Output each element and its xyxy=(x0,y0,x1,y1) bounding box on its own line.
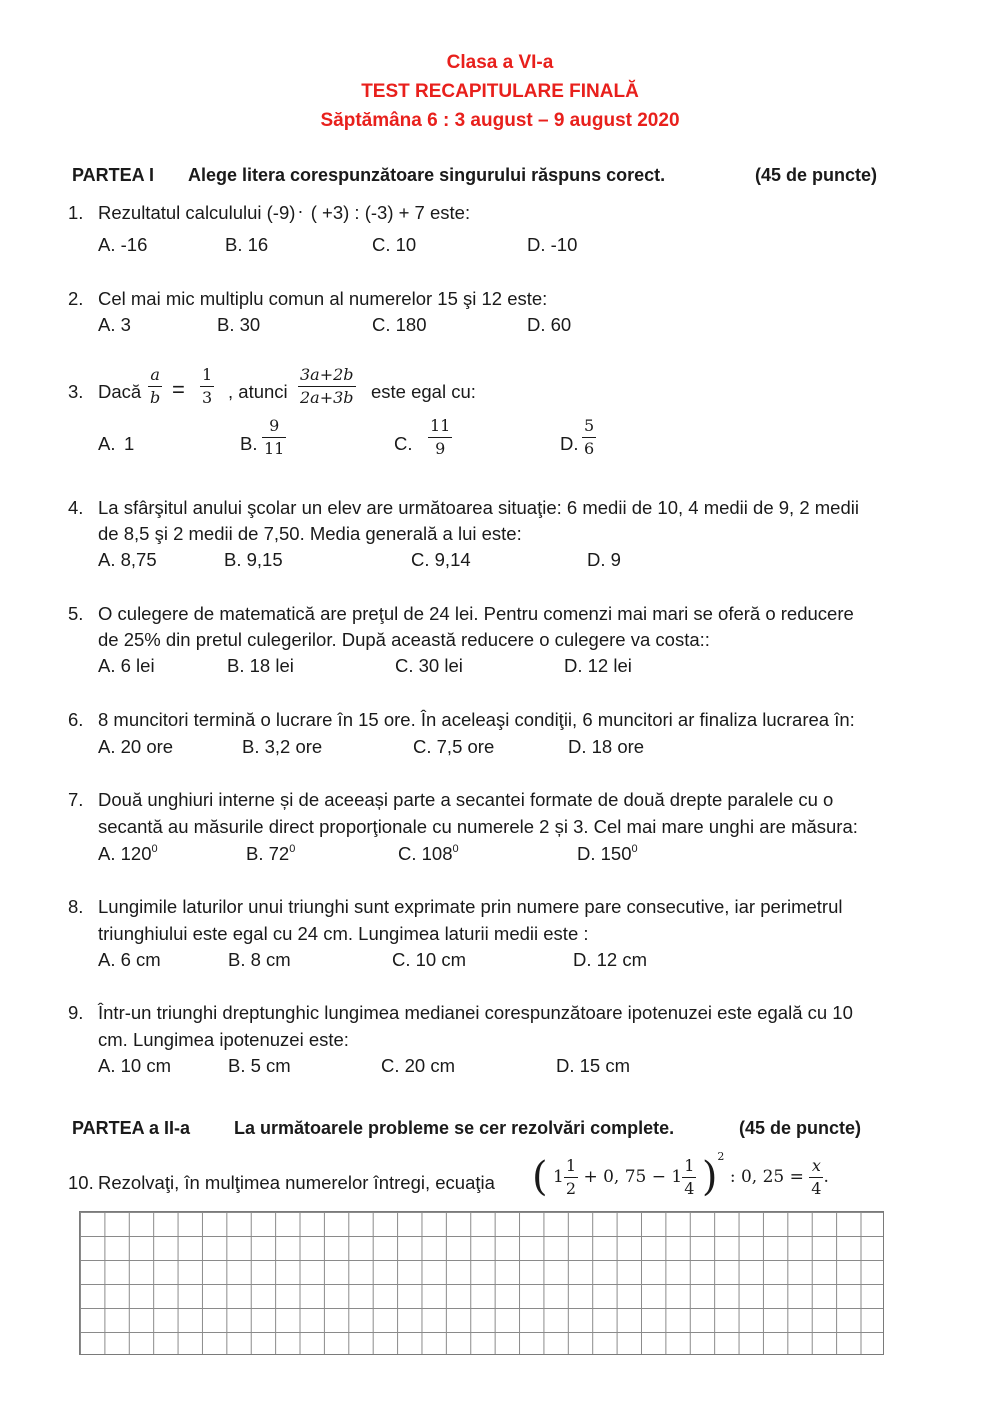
fraction-quarter xyxy=(682,1155,696,1198)
degree-superscript: 0 xyxy=(151,843,158,855)
equation-after: : 0, 25 = xyxy=(729,1167,804,1187)
option: D. 9 xyxy=(587,549,621,570)
fraction-a-over-b xyxy=(148,367,162,406)
option-letter: C. xyxy=(394,433,413,454)
option-letter: B. xyxy=(240,433,258,454)
question-8-line1: Lungimile laturilor unui triunghi sunt exprimate prin numere pare consecutive, iar perimetrul xyxy=(98,896,843,917)
option: C. 10 cm xyxy=(392,949,467,970)
question-number: 3. xyxy=(68,381,84,402)
option-text: C. 108 xyxy=(398,843,453,864)
option: B. 3,2 ore xyxy=(242,736,323,757)
option: B. 9,15 xyxy=(224,549,283,570)
question-3-prefix: Dacă xyxy=(98,381,142,402)
option xyxy=(398,843,459,865)
fraction-denominator: b xyxy=(150,388,161,407)
week-subtitle: Săptămâna 6 : 3 august – 9 august 2020 xyxy=(320,110,680,131)
fraction-numerator: 1 xyxy=(200,367,214,387)
option: D. 18 ore xyxy=(568,736,645,757)
close-paren: ) xyxy=(701,1154,718,1200)
option: A. 6 lei xyxy=(98,655,155,676)
fraction-denominator: 6 xyxy=(584,439,595,458)
option-text: B. 72 xyxy=(246,843,290,864)
option: C. 20 cm xyxy=(381,1055,456,1076)
question-number: 6. xyxy=(68,709,84,730)
option: D. -10 xyxy=(527,234,578,255)
degree-superscript: 0 xyxy=(452,843,459,855)
option xyxy=(246,843,295,865)
fraction-numerator: 1 xyxy=(682,1158,696,1178)
question-1-text-b: ( +3) : (-3) + 7 este: xyxy=(305,202,471,223)
option-fraction xyxy=(428,418,452,457)
option: B. 18 lei xyxy=(227,655,294,676)
option: C. 7,5 ore xyxy=(413,736,495,757)
question-8-line2: triunghiului este egal cu 24 cm. Lungimea laturii medii este : xyxy=(98,923,589,944)
option xyxy=(577,843,638,865)
fraction-numerator: 5 xyxy=(582,418,596,438)
fraction-denominator: 4 xyxy=(684,1178,695,1198)
option: A. 8,75 xyxy=(98,549,157,570)
option-letter: A. xyxy=(98,433,116,454)
option: D. 15 cm xyxy=(556,1055,631,1076)
option: C. 9,14 xyxy=(411,549,471,570)
question-9-line2: cm. Lungimea ipotenuzei este: xyxy=(98,1029,349,1050)
option-value: 1 xyxy=(124,433,135,454)
degree-superscript: 0 xyxy=(631,843,638,855)
equation xyxy=(532,1150,829,1200)
period: . xyxy=(823,1167,829,1187)
question-number: 2. xyxy=(68,288,84,309)
part2-instruction: La următoarele probleme se cer rezolvări complete. xyxy=(234,1118,675,1138)
exponent: 2 xyxy=(717,1150,725,1163)
option: D. 12 lei xyxy=(564,655,632,676)
answer-grid[interactable] xyxy=(79,1211,884,1355)
option: B. 16 xyxy=(225,234,269,255)
question-number: 5. xyxy=(68,603,84,624)
question-number: 9. xyxy=(68,1002,84,1023)
fraction-denominator: 2 xyxy=(565,1178,577,1198)
option-fraction xyxy=(582,418,596,457)
option: D. 12 cm xyxy=(573,949,648,970)
degree-superscript: 0 xyxy=(289,843,296,855)
option: C. 30 lei xyxy=(395,655,463,676)
question-6-text: 8 muncitori termină o lucrare în 15 ore. În aceleaşi condiţii, 6 muncitori ar finaliza lucrarea în: xyxy=(98,709,855,730)
option: A. 10 cm xyxy=(98,1055,171,1076)
fraction-numerator: a xyxy=(148,367,162,387)
question-number: 10. xyxy=(68,1172,94,1193)
option: D. 60 xyxy=(527,314,572,335)
question-1-text xyxy=(98,202,470,224)
option: A. 20 ore xyxy=(98,736,174,757)
fraction-denominator: 9 xyxy=(435,439,446,458)
option: B. 8 cm xyxy=(228,949,291,970)
question-7-line1: Două unghiuri interne și de aceeași parte a secantei formate de două drepte paralele cu o xyxy=(98,789,834,810)
fraction-numerator: 1 xyxy=(564,1158,578,1178)
fraction-numerator: 9 xyxy=(262,418,286,438)
question-4-line1: La sfârşitul anului şcolar un elev are următoarea situaţie: 6 medii de 10, 4 medii de 9, 2 medii xyxy=(98,497,859,518)
question-5-line1: O culegere de matematică are preţul de 24 lei. Pentru comenzi mai mari se oferă o reducere xyxy=(98,603,854,624)
part1-instruction: Alege litera corespunzătoare singurului răspuns corect. xyxy=(188,165,666,185)
option: A. -16 xyxy=(98,234,148,255)
option xyxy=(98,843,158,865)
question-2-text: Cel mai mic multiplu comun al numerelor 15 şi 12 este: xyxy=(98,288,548,309)
whole-part: 1 xyxy=(553,1167,564,1187)
option-fraction xyxy=(262,418,286,457)
option: B. 30 xyxy=(217,314,261,335)
question-10-text: Rezolvaţi, în mulţimea numerelor întregi, ecuaţia xyxy=(98,1172,495,1193)
fraction-numerator: 11 xyxy=(428,418,452,438)
option-text: D. 150 xyxy=(577,843,632,864)
part1-label: PARTEA I xyxy=(72,165,155,185)
question-4-line2: de 8,5 şi 2 medii de 7,50. Media generală a lui este: xyxy=(98,523,522,544)
option: B. 5 cm xyxy=(228,1055,291,1076)
option: A. 6 cm xyxy=(98,949,161,970)
fraction-x-over-4 xyxy=(809,1155,823,1198)
question-5-line2: de 25% din pretul culegerilor. După această reducere o culegere va costa:: xyxy=(98,629,710,650)
option: A. 3 xyxy=(98,314,131,335)
fraction-one-third xyxy=(200,367,214,406)
fraction-numerator: x xyxy=(809,1158,823,1178)
equals-sign: = xyxy=(172,377,185,402)
question-1-text-a: Rezultatul calculului (-9) xyxy=(98,202,296,223)
multiply-dot: · xyxy=(297,200,304,221)
option-text: A. 120 xyxy=(98,843,152,864)
test-title: TEST RECAPITULARE FINALĂ xyxy=(361,81,639,102)
fraction-half xyxy=(564,1155,578,1198)
fraction-denominator: 3 xyxy=(202,388,213,407)
question-3-middle: , atunci xyxy=(228,381,288,402)
fraction-denominator: 2a+3b xyxy=(300,388,354,407)
question-3-suffix: este egal cu: xyxy=(371,381,476,402)
question-number: 4. xyxy=(68,497,84,518)
fraction-denominator: 4 xyxy=(811,1178,822,1198)
question-number: 1. xyxy=(68,202,84,223)
part1-points: (45 de puncte) xyxy=(755,165,878,185)
class-title: Clasa a VI-a xyxy=(446,52,554,73)
equation-middle: + 0, 75 − 1 xyxy=(583,1167,683,1187)
part2-label: PARTEA a II-a xyxy=(72,1118,191,1138)
option: C. 180 xyxy=(372,314,427,335)
question-number: 8. xyxy=(68,896,84,917)
part2-points: (45 de puncte) xyxy=(739,1118,862,1138)
question-9-line1: Într-un triunghi dreptunghic lungimea medianei corespunzătoare ipotenuzei este egală cu 10 xyxy=(98,1002,853,1023)
question-number: 7. xyxy=(68,789,84,810)
question-7-line2: secantă au măsurile direct proporţionale cu numerele 2 și 3. Cel mai mare unghi are măsura: xyxy=(98,816,858,837)
fraction-numerator: 3a+2b xyxy=(298,367,356,387)
fraction-expression xyxy=(298,367,356,406)
option-letter: D. xyxy=(560,433,579,454)
fraction-denominator: 11 xyxy=(264,439,285,458)
option: C. 10 xyxy=(372,234,417,255)
open-paren: ( xyxy=(532,1154,548,1200)
